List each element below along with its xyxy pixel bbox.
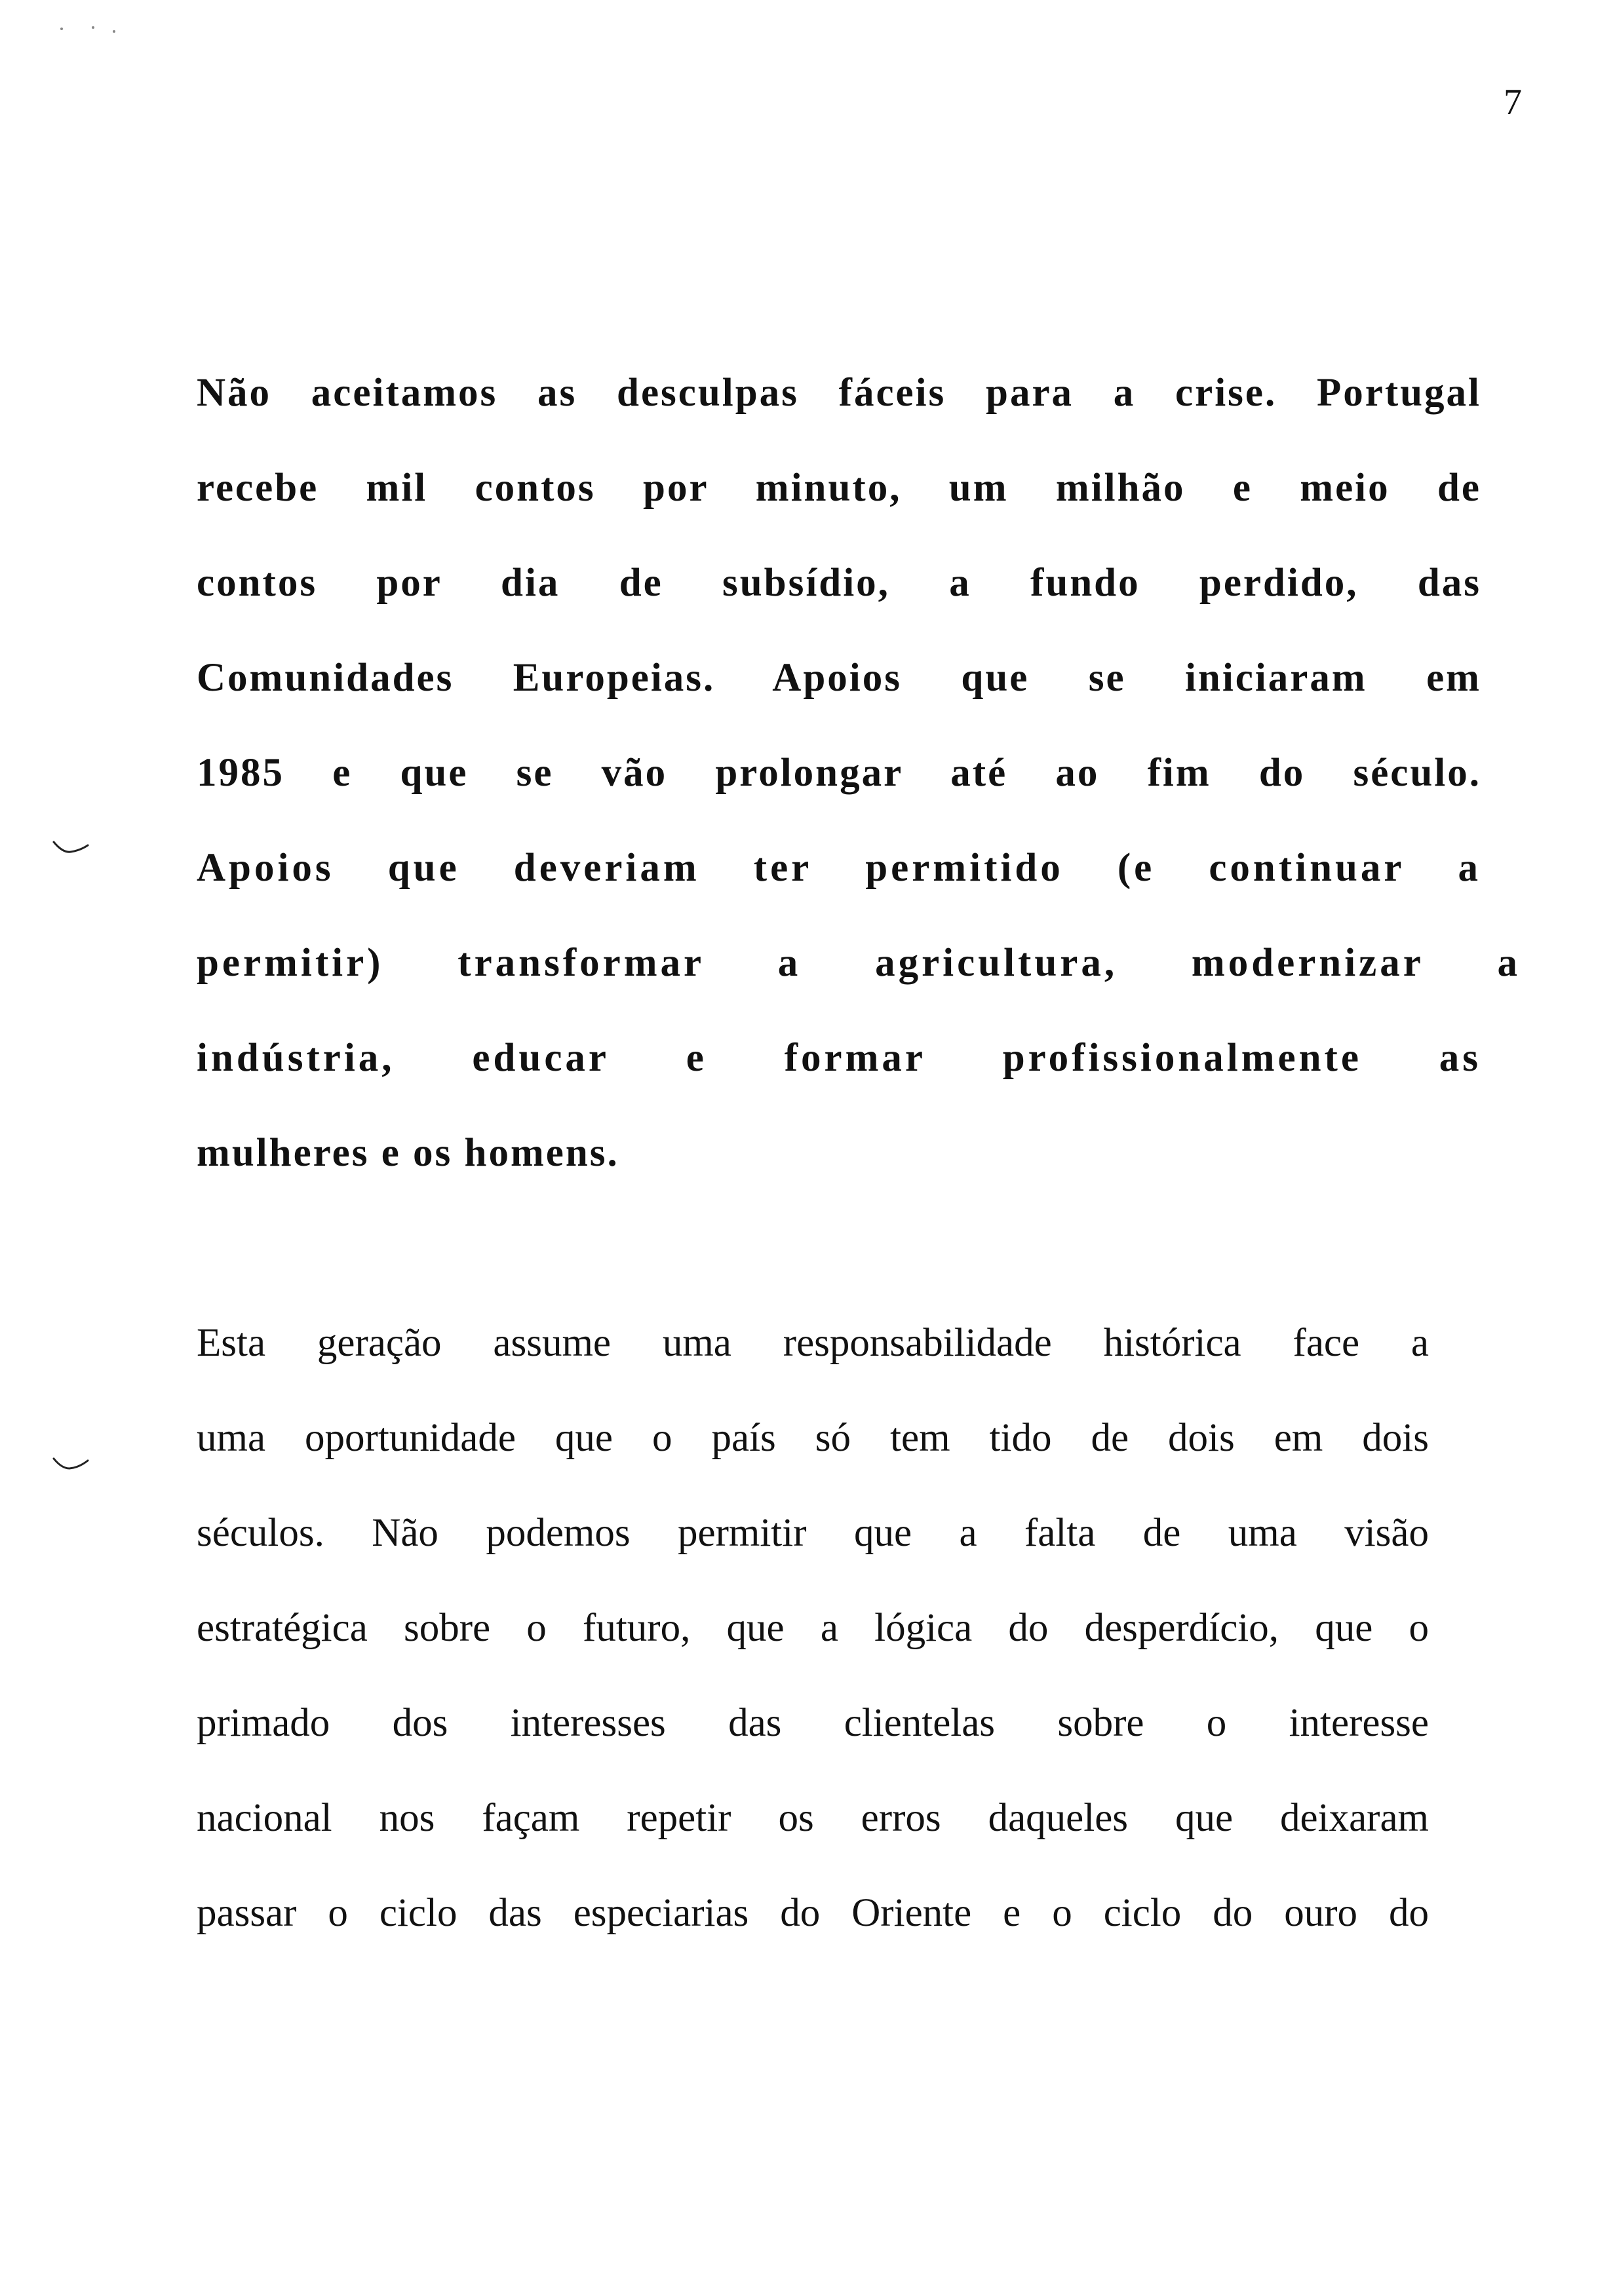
- scan-speck: [92, 26, 94, 29]
- text-line: estratégica sobre o futuro, que a lógica do desperdício, que o: [197, 1606, 1429, 1650]
- text-line: nacional nos façam repetir os erros daqueles que deixaram: [197, 1796, 1429, 1840]
- text-line: mulheres e os homens.: [197, 1131, 619, 1175]
- text-line: Comunidades Europeias. Apoios que se iniciaram em: [197, 656, 1481, 700]
- text-line: primado dos interesses das clientelas sobre o interesse: [197, 1701, 1429, 1745]
- text-line: séculos. Não podemos permitir que a falta de uma visão: [197, 1511, 1429, 1555]
- check-mark-icon: [52, 840, 89, 854]
- page-number: 7: [1504, 82, 1522, 123]
- scan-speck: [113, 30, 115, 33]
- text-line: Não aceitamos as desculpas fáceis para a crise. Portugal: [197, 371, 1481, 415]
- scan-speck: [60, 28, 63, 30]
- text-line: 1985 e que se vão prolongar até ao fim do século.: [197, 751, 1481, 795]
- text-line: uma oportunidade que o país só tem tido de dois em dois: [197, 1416, 1429, 1460]
- text-line: recebe mil contos por minuto, um milhão e meio de: [197, 466, 1481, 510]
- text-line: passar o ciclo das especiarias do Oriente e o ciclo do ouro do: [197, 1891, 1429, 1935]
- text-line: Apoios que deveriam ter permitido (e continuar a: [197, 846, 1481, 890]
- check-mark-icon: [52, 1456, 89, 1470]
- text-line: Esta geração assume uma responsabilidade histórica face a: [197, 1321, 1429, 1365]
- paragraph-1: [197, 370, 1521, 1225]
- text-line: permitir) transformar a agricultura, modernizar a: [197, 941, 1521, 985]
- text-line: indústria, educar e formar profissionalmente as: [197, 1036, 1481, 1080]
- text-line: contos por dia de subsídio, a fundo perdido, das: [197, 561, 1481, 605]
- paragraph-2: [197, 1320, 1481, 1985]
